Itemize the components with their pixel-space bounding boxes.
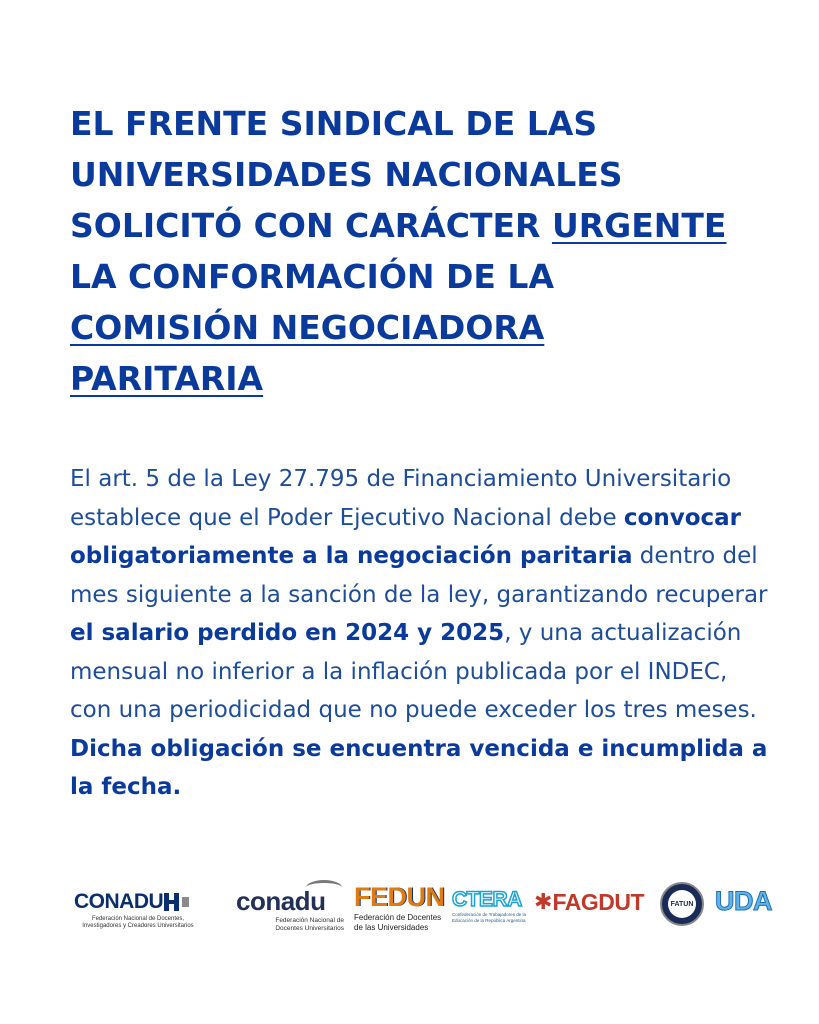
conaduh-name: CONADU <box>74 890 164 913</box>
logo-strip <box>70 876 780 946</box>
ctera-subtitle: Confederación de Trabajadores de la Educación de la República Argentina <box>452 912 527 923</box>
headline-line-6 <box>70 353 770 404</box>
fagdut-logo <box>534 889 654 916</box>
headline-line-5 <box>70 302 770 353</box>
conadu-subtitle: Federación Nacional de Docentes Universitarios <box>275 917 344 932</box>
fedun-logo <box>354 882 444 932</box>
body-paragraph <box>70 460 770 807</box>
fatun-logo <box>660 882 704 926</box>
fedun-subtitle: Federación de Docentes de las Universidades <box>354 913 442 932</box>
fatun-seal-icon <box>660 882 704 926</box>
headline <box>70 98 770 404</box>
headline-line-3 <box>70 200 770 251</box>
body-segment-3: , y una actualización mensual no inferior a la inflación publicada por el INDEC, con una periodicidad que no puede exceder los tres meses. <box>70 620 757 723</box>
conadu-name: conadu <box>236 886 326 916</box>
fagdut-name: FAGDUT <box>552 889 644 915</box>
fedun-name: FEDUN <box>354 882 445 912</box>
body-bold-3: Dicha obligación se encuentra vencida e incumplida a la fecha. <box>70 735 768 800</box>
conadu-logo <box>236 880 346 933</box>
ctera-name: CTERA <box>452 888 522 911</box>
uda-name: UDA <box>715 886 772 916</box>
conadu-arc-icon <box>306 880 342 895</box>
conaduh-subtitle: Federación Nacional de Docentes, Investigadores y Creadores Universitarios <box>82 916 194 929</box>
headline-line-4: LA CONFORMACIÓN DE LA <box>70 257 554 296</box>
body-segment-1: El art. 5 de la Ley 27.795 de Financiamiento Universitario establece que el Poder Ejecutivo Nacional debe <box>70 466 732 531</box>
body-segment-2: dentro del mes siguiente a la sanción de la ley, garantizando recuperar <box>70 543 768 608</box>
conaduh-h-mark <box>164 893 188 911</box>
uda-logo <box>715 886 779 917</box>
headline-line-1: EL FRENTE SINDICAL DE LAS <box>70 104 598 143</box>
fatun-name: FATUN <box>670 900 694 908</box>
headline-line-3-text: SOLICITÓ CON CARÁCTER <box>70 206 552 245</box>
paritaria-word: PARITARIA <box>70 359 264 398</box>
headline-line-2: UNIVERSIDADES NACIONALES <box>70 155 623 194</box>
ctera-logo <box>452 888 532 923</box>
conaduh-logo <box>74 890 224 930</box>
commission-phrase: COMISIÓN NEGOCIADORA <box>70 308 545 347</box>
fagdut-star-icon: ✱ <box>534 890 553 915</box>
body-bold-1: convocar obligatoriamente a la negociación paritaria <box>70 504 742 569</box>
urgent-word: URGENTE <box>551 206 727 245</box>
body-bold-2: el salario perdido en 2024 y 2025 <box>70 620 505 646</box>
